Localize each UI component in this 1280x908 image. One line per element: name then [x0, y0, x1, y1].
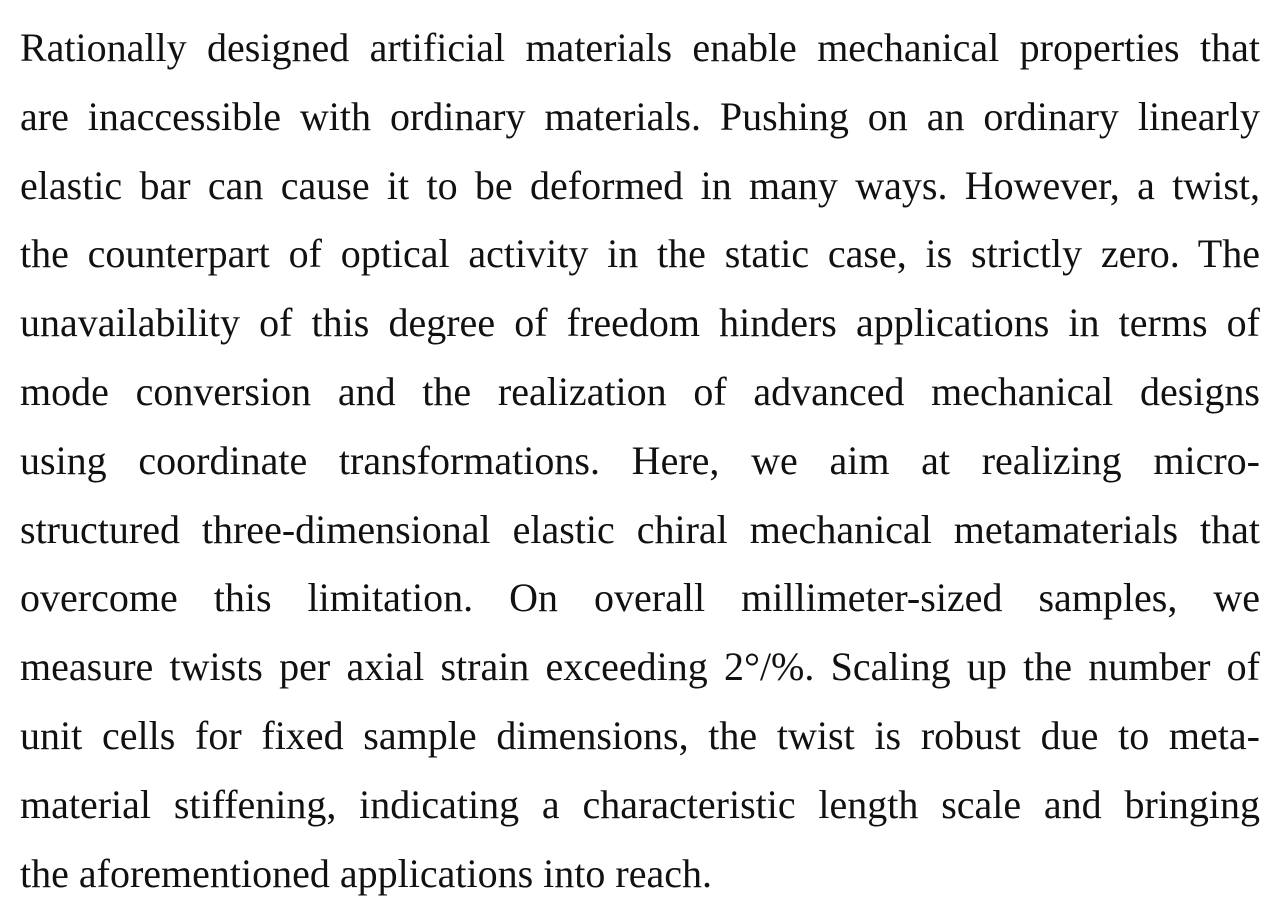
abstract-line: Rationally designed artificial materials enable mechanical properties that	[20, 25, 1260, 70]
abstract-line: structured three-dimensional elastic chiral mechanical metamaterials that	[20, 506, 1260, 552]
abstract-line: are inaccessible with ordinary materials. Pushing on an ordinary linearly	[20, 93, 1260, 139]
abstract-line: the aforementioned applications into reach.	[20, 850, 712, 896]
abstract-line: unit cells for fixed sample dimensions, the twist is robust due to meta-	[20, 712, 1260, 758]
abstract-paragraph	[20, 14, 1260, 908]
abstract-line: elastic bar can cause it to be deformed in many ways. However, a twist,	[20, 162, 1260, 208]
abstract-line: mode conversion and the realization of advanced mechanical designs	[20, 368, 1260, 414]
abstract-line: using coordinate transformations. Here, we aim at realizing micro-	[20, 437, 1260, 483]
abstract-line: unavailability of this degree of freedom hinders applications in terms of	[20, 300, 1260, 346]
abstract-line: the counterpart of optical activity in the static case, is strictly zero. The	[20, 231, 1260, 277]
abstract-line: material stiffening, indicating a characteristic length scale and bringing	[20, 781, 1260, 827]
abstract-line: overcome this limitation. On overall millimeter-sized samples, we	[20, 575, 1260, 621]
abstract-line: measure twists per axial strain exceeding 2°/%. Scaling up the number of	[20, 644, 1260, 690]
